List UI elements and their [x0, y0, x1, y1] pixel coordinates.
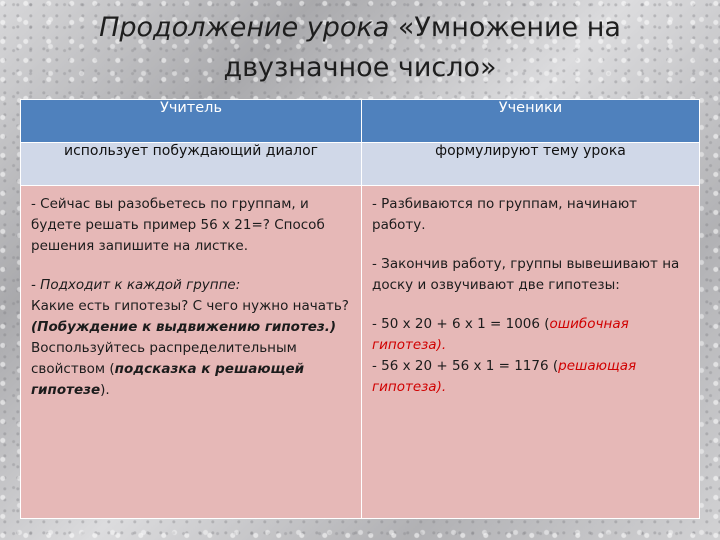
teacher-prompt-note: (Побуждение к выдвижению гипотез.) [31, 319, 337, 335]
teacher-question: Какие есть гипотезы? С чего нужно начать? [31, 298, 349, 314]
title-rest-part: «Умножение на [389, 12, 621, 43]
teacher-hint-end: ). [100, 382, 110, 398]
teacher-cell [21, 186, 362, 519]
slide-title [0, 8, 720, 88]
hypothesis-wrong [372, 314, 689, 356]
teacher-hint-text: Воспользуйтесь распределительным свойством ( [31, 340, 297, 377]
lesson-table [20, 99, 700, 519]
hypothesis-right [372, 356, 689, 398]
subheader-students: формулируют тему урока [362, 143, 700, 186]
hypothesis-wrong-label: ошибочная гипотеза). [372, 316, 629, 353]
students-action: - Разбиваются по группам, начинают работу. [372, 196, 638, 233]
hypothesis-right-label: решающая гипотеза). [372, 358, 637, 395]
students-report: - Закончив работу, группы вывешивают на доску и озвучивают две гипотезы: [372, 256, 680, 293]
hypothesis-wrong-text: - 50 х 20 + 6 х 1 = 1006 ( [372, 316, 550, 332]
hypothesis-right-text: - 56 х 20 + 56 х 1 = 1176 ( [372, 358, 559, 374]
header-row [21, 100, 700, 143]
teacher-hint-note: подсказка к решающей гипотезе [31, 361, 305, 398]
title-line-2: двузначное число» [223, 52, 497, 83]
body-row [21, 186, 700, 519]
teacher-instruction: - Сейчас вы разобьетесь по группам, и будете решать пример 56 х 21=? Способ решения запишите на листке. [31, 196, 325, 254]
header-teacher: Учитель [21, 100, 362, 143]
teacher-action: - Подходит к каждой группе: [31, 277, 241, 293]
title-italic-part: Продолжение урока [99, 12, 390, 43]
subheader-teacher: использует побуждающий диалог [21, 143, 362, 186]
teacher-prompt [31, 275, 351, 401]
subheader-row [21, 143, 700, 186]
header-students: Ученики [362, 100, 700, 143]
students-cell [362, 186, 700, 519]
